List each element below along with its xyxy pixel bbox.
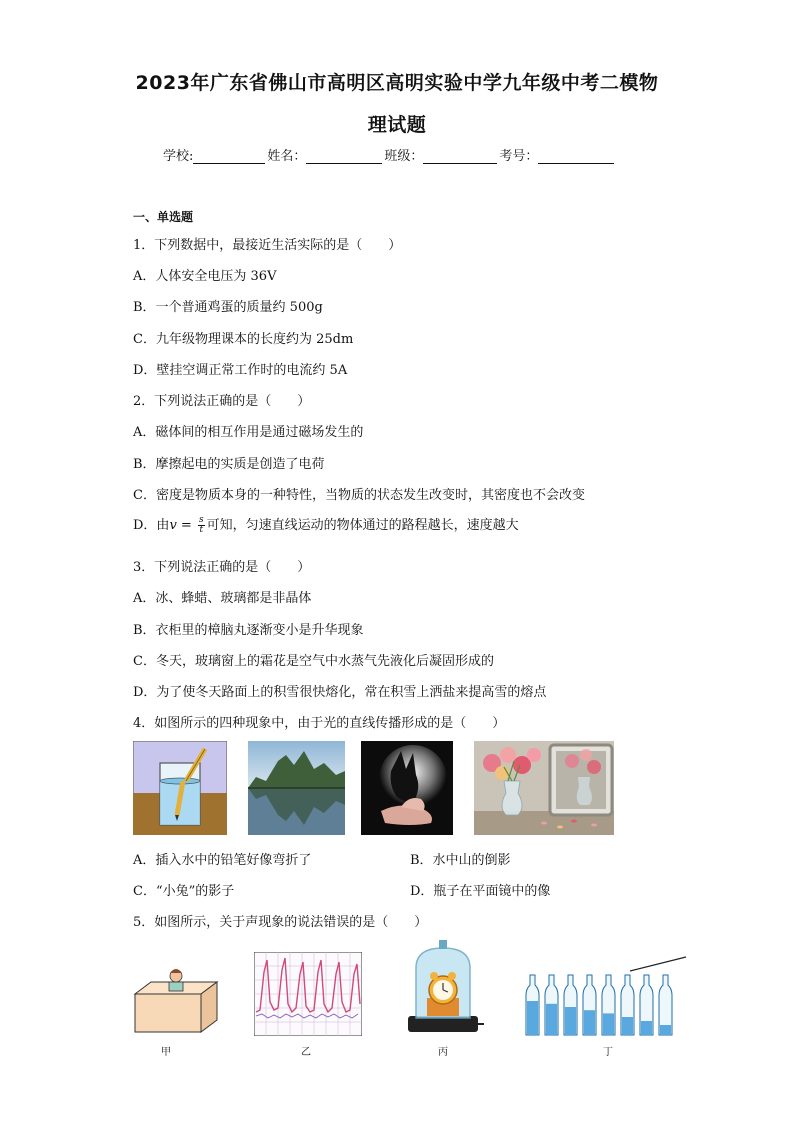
question-3-option-b[interactable]: B．衣柜里的樟脑丸逐渐变小是升华现象 — [133, 623, 364, 638]
section-heading: 一、单选题 — [133, 210, 194, 224]
figure-bing-bell-jar-image — [402, 938, 484, 1036]
caption-yi: 乙 — [301, 1047, 311, 1058]
question-1-stem: 1．下列数据中，最接近生活实际的是（ ） — [133, 238, 402, 253]
caption-bing: 丙 — [438, 1047, 448, 1058]
question-1-option-b[interactable]: B．一个普通鸡蛋的质量约 500g — [133, 300, 323, 315]
question-3-option-c[interactable]: C．冬天，玻璃窗上的霜花是空气中水蒸气先液化后凝固形成的 — [133, 654, 494, 669]
figure-yi-waveform-image — [254, 952, 362, 1036]
figure-ding-bottles-image — [522, 955, 688, 1037]
bottle-water — [622, 1017, 633, 1035]
hand-shadow-rabbit-image — [361, 741, 453, 835]
class-label: 班级： — [384, 149, 424, 164]
question-4-option-b[interactable]: B．水中山的倒影 — [410, 853, 511, 868]
student-info-row — [163, 145, 616, 164]
exam-title-line2: 理试题 — [367, 114, 427, 136]
question-1-option-c[interactable]: C．九年级物理课本的长度约为 25dm — [133, 332, 354, 347]
question-2-option-c[interactable]: C．密度是物质本身的一种特性，当物质的状态发生改变时，其密度也不会改变 — [133, 488, 585, 503]
bottle-water — [603, 1013, 614, 1035]
option-d-prefix: D．由 — [133, 518, 170, 533]
question-1-option-d[interactable]: D．壁挂空调正常工作时的电流约 5A — [133, 363, 348, 378]
question-3-stem: 3．下列说法正确的是（ ） — [133, 560, 311, 575]
bottle-water — [641, 1021, 652, 1035]
bottle-water — [584, 1010, 595, 1035]
question-2-stem: 2．下列说法正确的是（ ） — [133, 394, 311, 409]
question-4-option-d[interactable]: D．瓶子在平面镜中的像 — [410, 884, 551, 899]
pencil-in-water-image — [133, 741, 227, 835]
question-4-option-c[interactable]: C．“小兔”的影子 — [133, 884, 235, 899]
name-blank[interactable] — [306, 149, 382, 164]
figure-jia-box-image — [133, 960, 219, 1036]
caption-jia: 甲 — [161, 1047, 171, 1058]
velocity-fraction — [198, 516, 205, 535]
velocity-symbol: v — [169, 518, 177, 533]
bottle-water — [546, 1004, 557, 1035]
question-5-stem: 5．如图所示，关于声现象的说法错误的是（ ） — [133, 915, 428, 930]
water-bottles — [526, 975, 672, 1035]
bottle-water — [527, 1001, 538, 1035]
bottle-water — [660, 1025, 671, 1035]
exam-number-label: 考号： — [499, 149, 539, 164]
question-4-stem: 4．如图所示的四种现象中，由于光的直线传播形成的是（ ） — [133, 716, 506, 731]
school-blank[interactable] — [193, 149, 265, 164]
question-4-option-a[interactable]: A．插入水中的铅笔好像弯折了 — [133, 853, 312, 868]
name-label: 姓名： — [267, 149, 307, 164]
question-2-option-b[interactable]: B．摩擦起电的实质是创造了电荷 — [133, 457, 325, 472]
question-2-option-d[interactable] — [133, 514, 519, 535]
equals-sign: = — [176, 518, 196, 533]
caption-ding: 丁 — [603, 1047, 613, 1058]
vase-mirror-image — [474, 741, 614, 835]
fraction-denominator: t — [199, 525, 204, 535]
question-1-option-a[interactable]: A．人体安全电压为 36V — [133, 269, 277, 284]
question-3-option-d[interactable]: D．为了使冬天路面上的积雪很快熔化，常在积雪上洒盐来提高雪的熔点 — [133, 685, 547, 700]
class-blank[interactable] — [423, 149, 497, 164]
exam-number-blank[interactable] — [538, 149, 614, 164]
exam-title-line1: 2023年广东省佛山市高明区高明实验中学九年级中考二模物 — [135, 72, 659, 94]
school-label: 学校: — [163, 149, 194, 164]
mountain-reflection-image — [248, 741, 345, 835]
option-d-suffix: 可知，匀速直线运动的物体通过的路程越长，速度越大 — [206, 518, 519, 533]
fraction-numerator: s — [198, 515, 204, 525]
bottle-water — [565, 1007, 576, 1035]
question-3-option-a[interactable]: A．冰、蜂蜡、玻璃都是非晶体 — [133, 591, 312, 606]
question-2-option-a[interactable]: A．磁体间的相互作用是通过磁场发生的 — [133, 425, 364, 440]
